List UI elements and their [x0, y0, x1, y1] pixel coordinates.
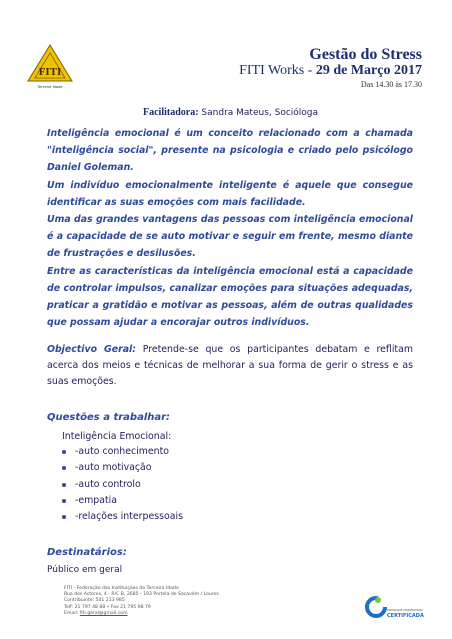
footer-email-label: Email:: [64, 610, 80, 616]
bullet-icon: [62, 483, 66, 487]
svg-text:FITI: FITI: [38, 66, 62, 78]
objective-label: Objectivo Geral:: [47, 344, 137, 355]
list-item-label: -auto controlo: [75, 478, 141, 490]
intro-paragraph: Inteligência emocional é um conceito relacionado com a chamada "inteligência social", presente na psicologia e criado pelo psicólogo Daniel Goleman.: [47, 128, 413, 174]
page-header: [239, 46, 422, 90]
list-item: [62, 509, 183, 525]
email-link[interactable]: fiti.geral@gmail.com: [79, 610, 128, 616]
cert-label-top: ENTIDADE FORMADORA: [387, 608, 423, 612]
recipients-title: Destinatários:: [47, 547, 127, 558]
objective-section: [47, 342, 413, 391]
list-item-label: -auto conhecimento: [75, 446, 170, 457]
footer-tax-id: Contribuinte: 501 213 985: [64, 598, 125, 604]
facilitator-name: Sandra Mateus, Socióloga: [201, 108, 319, 118]
footer: [64, 586, 219, 617]
facilitator-label: Facilitadora:: [143, 107, 199, 118]
list-item: [62, 444, 183, 460]
footer-email: [64, 611, 219, 617]
cert-label: CERTIFICADA: [387, 613, 424, 619]
objective-text: Pretende-se que os participantes debatam e reflitam acerca dos meios e técnicas de melhorar a sua forma de gerir o stress e as suas emoções.: [47, 344, 413, 388]
questions-title: Questões a trabalhar:: [47, 412, 171, 423]
topic-header: Inteligência Emocional:: [62, 431, 172, 442]
list-item-label: -relações interpessoais: [75, 511, 183, 523]
bullet-icon: [62, 450, 66, 454]
bullet-icon: [62, 466, 66, 470]
list-item: [62, 460, 183, 476]
intro-paragraph: Um indivíduo emocionalmente inteligente é aquele que consegue identificar as suas emoções com mais facilidade.: [47, 179, 413, 208]
event-date: 29 de Março 2017: [315, 63, 422, 78]
page-title: Gestão do Stress: [309, 46, 422, 63]
topic-list: [62, 444, 183, 525]
footer-address: Rua dos Actores, 4 - R/C B, 2685 - 193 Portela de Sacavém / Loures: [64, 592, 219, 598]
fiti-logo: [26, 44, 74, 90]
list-item: [62, 493, 183, 509]
recipients-value: Público em geral: [47, 565, 123, 575]
intro-text: [47, 125, 413, 331]
intro-paragraph: Uma das grandes vantagens das pessoas com inteligência emocional é a capacidade de se auto motivar e seguir em frente, mesmo diante de frustrações e desilusões.: [47, 214, 413, 260]
footer-phone: Telf: 21 797 48 88 • Fax 21 795 98 79: [64, 604, 151, 610]
facilitator: [143, 107, 318, 118]
intro-paragraph: Entre as características da inteligência emocional está a capacidade de controlar impulsos, canalizar emoções para situações adequadas, praticar a gratidão e motivar as pessoas, além de outras qualidades que possam ajudar a encorajar outros indivíduos.: [47, 265, 413, 329]
bullet-icon: [62, 515, 66, 519]
page-subtitle: [239, 63, 422, 79]
list-item-label: -auto motivação: [75, 462, 152, 474]
subtitle-prefix: FITI Works -: [239, 63, 316, 78]
footer-org: FITI - Federação das Instituições da Terceira Idade: [64, 586, 179, 591]
bullet-icon: [62, 499, 66, 503]
list-item: [62, 477, 183, 493]
logo-caption: Terceira Idade: [37, 85, 63, 89]
certification-logo: [366, 591, 424, 623]
event-time: Das 14.30 às 17.30: [360, 80, 422, 89]
list-item-label: -empatia: [75, 494, 118, 506]
